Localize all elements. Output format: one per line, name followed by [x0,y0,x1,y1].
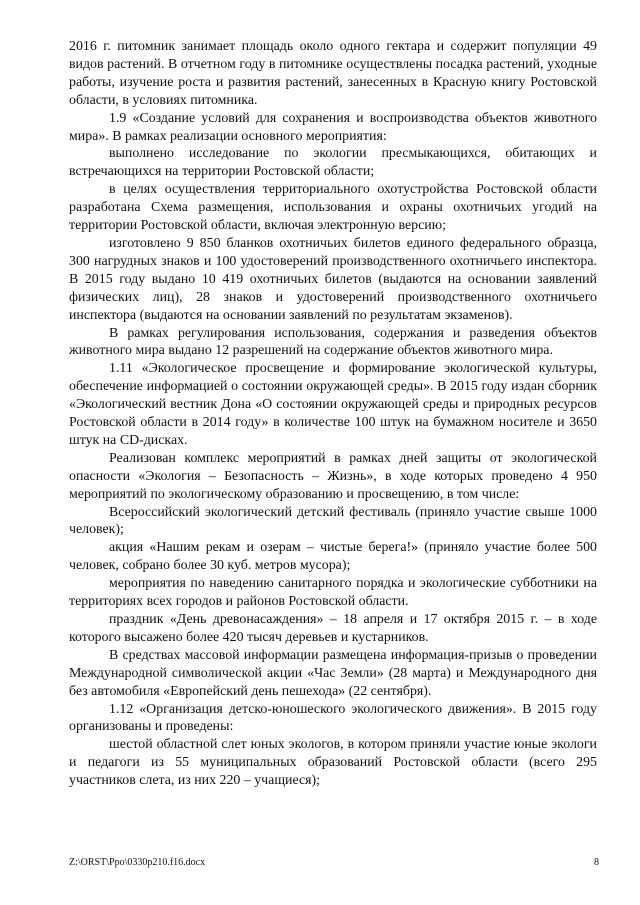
footer-file-path: Z:\ORST\Ppo\0330p210.f16.docx [69,857,206,868]
paragraph-children-festival: Всероссийский экологический детский фестиваль (приняло участие свыше 1000 человек); [69,504,597,538]
paragraph-hunting-tickets: изготовлено 9 850 бланков охотничьих билетов единого федерального образца, 300 нагрудных знаков и 100 удостоверений производственного охотничьего инспектора. В 2015 году выдано 10 419 охотничьих билетов (выдаются на основании заявлений физических лиц), 28 знаков и удостоверений производственного охотничьего инспектора (выдаются на основании заявлений по результатам экзаменов). [69,235,597,323]
paragraph-tree-planting-day: праздник «День древонасаждения» – 18 апреля и 17 октября 2015 г. – в ходе которого высажено более 420 тысяч деревьев и кустарников. [69,612,597,645]
paragraph-hunting-scheme: в целях осуществления территориального охотустройства Ростовской области разработана Схема размещения, использования и охраны охотничьих угодий на территории Ростовской области, включая электронную версию; [69,182,597,234]
document-body [69,38,597,790]
paragraph-section-1-9: 1.9 «Создание условий для сохранения и воспроизводства объектов животного мира». В рамках реализации основного мероприятия: [69,110,597,144]
paragraph-section-1-11: 1.11 «Экологическое просвещение и формирование экологической культуры, обеспечение информацией о состоянии окружающей среды». В 2015 году издан сборник «Экологический вестник Дона «О состоянии окружающей среды и природных ресурсов Ростовской области в 2014 году» в количестве 100 штук на бумажном носителе и 3650 штук на CD-дисках. [69,361,597,448]
page-number: 8 [594,857,599,868]
paragraph-protection-days: Реализован комплекс мероприятий в рамках дней защиты от экологической опасности «Экология – Безопасность – Жизнь», в ходе которых проведено 4 950 мероприятий по экологическому образованию и просвещению, в том числе: [69,450,597,502]
paragraph-clean-shores: акция «Нашим рекам и озерам – чистые берега!» (приняло участие более 500 человек, собрано более 30 куб. метров мусора); [69,540,597,574]
paragraph-media-campaign: В средствах массовой информации размещена информация-призыв о проведении Международной символической акции «Час Земли» (28 марта) и Международного дня без автомобиля «Европейский день пешехода» (22 сентября). [69,647,597,699]
paragraph-wildlife-permits: В рамках регулирования использования, содержания и разведения объектов животного мира выдано 12 разрешений на содержание объектов животного мира. [69,325,597,359]
paragraph-reptile-research: выполнено исследование по экологии пресмыкающихся, обитающих и встречающихся на территории Ростовской области; [69,146,597,180]
paragraph-nursery: 2016 г. питомник занимает площадь около одного гектара и содержит популяции 49 видов растений. В отчетном году в питомнике осуществлены посадка растений, уходные работы, изучение роста и развития растений, занесенных в Красную книгу Ростовской области, в условиях питомника. [69,39,597,108]
paragraph-sanitary-cleanup: мероприятия по наведению санитарного порядка и экологические субботники на территориях всех городов и районов Ростовской области. [69,576,597,610]
paragraph-section-1-12: 1.12 «Организация детско-юношеского экологического движения». В 2015 году организованы и проведены: [69,701,597,735]
paragraph-ecologists-rally: шестой областной слет юных экологов, в котором приняли участие юные экологи и педагоги из 55 муниципальных образований Ростовской области (всего 295 участников слета, из них 220 – учащиеся); [69,737,597,789]
